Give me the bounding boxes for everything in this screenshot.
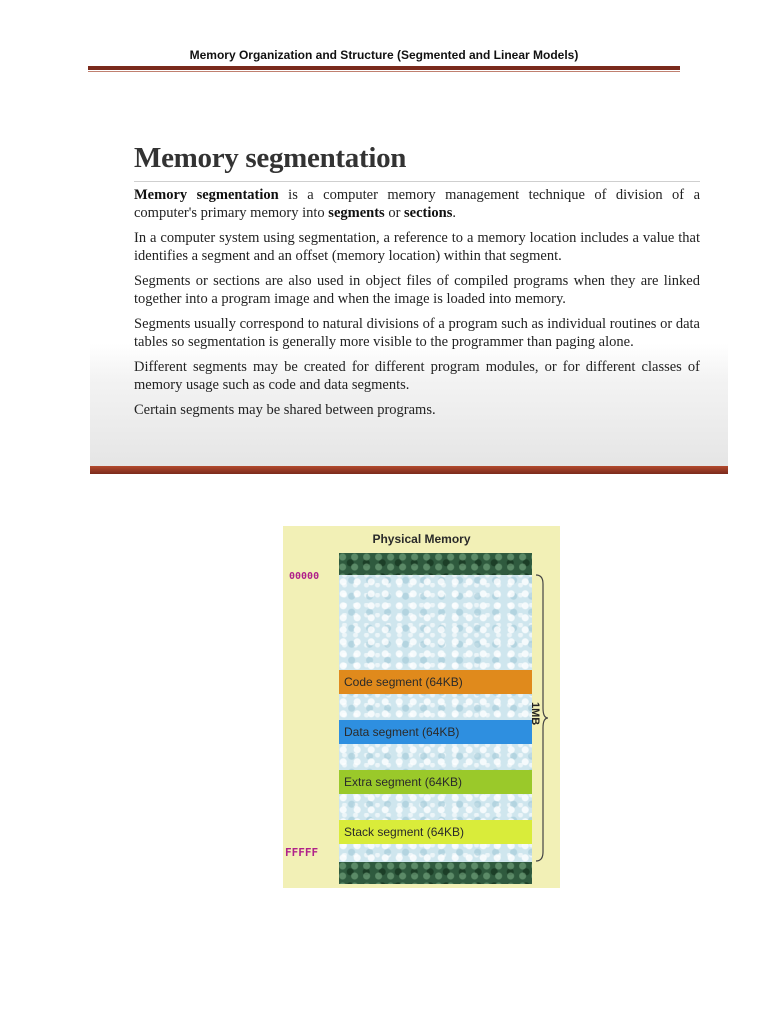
physical-memory-diagram: [283, 526, 560, 888]
paragraph-text: In a computer system using segmentation, a reference to a memory location includes a value that identifies a segment and an offset (memory location) within that segment.: [134, 230, 700, 264]
memory-cap-top: [339, 553, 532, 575]
paragraph-text: Different segments may be created for different program modules, or for different classes of memory usage such as code and data segments.: [134, 359, 700, 393]
paragraph-text: Segments or sections are also used in object files of compiled programs when they are linked together into a program image and when the image is loaded into memory.: [134, 273, 700, 307]
slide-paragraph: [134, 229, 700, 265]
memory-column: [339, 553, 532, 884]
page-header-title: Memory Organization and Structure (Segmented and Linear Models): [189, 48, 579, 62]
paragraph-text: is a computer memory management technique of division of a computer's primary memory into: [134, 187, 701, 221]
slide-paragraph: [134, 186, 700, 222]
extra-segment: Extra segment (64KB): [339, 770, 532, 794]
diagram-title: Physical Memory: [372, 532, 471, 546]
bold-term: Memory segmentation: [134, 187, 279, 203]
slide-body: [134, 186, 700, 426]
slide-paragraph: [134, 401, 700, 419]
paragraph-text: or: [384, 205, 405, 221]
data-segment: Data segment (64KB): [339, 720, 532, 744]
code-segment: Code segment (64KB): [339, 670, 532, 694]
start-address-label: 00000: [289, 571, 320, 582]
paragraph-text: Segments usually correspond to natural divisions of a program such as individual routines or data tables so segmentation is generally more visible to the programmer than paging alone.: [134, 316, 700, 350]
header-rule: [88, 66, 680, 70]
slide-image: [90, 112, 728, 474]
paragraph-text: Certain segments may be shared between programs.: [134, 402, 436, 418]
paragraph-text: .: [452, 205, 456, 221]
slide-paragraph: [134, 358, 700, 394]
end-address-label: FFFFF: [285, 846, 319, 859]
stack-segment: Stack segment (64KB): [339, 820, 532, 844]
memory-cap-bottom: [339, 862, 532, 884]
slide-paragraph: [134, 315, 700, 351]
slide-footer-bar: [90, 466, 728, 474]
bold-term: sections: [404, 205, 453, 221]
header-rule-thin: [88, 71, 680, 72]
slide-title-divider: [134, 181, 700, 182]
size-label: 1MB: [529, 702, 541, 726]
slide-paragraph: [134, 272, 700, 308]
slide-title: Memory segmentation: [134, 142, 407, 174]
bold-term: segments: [328, 205, 385, 221]
